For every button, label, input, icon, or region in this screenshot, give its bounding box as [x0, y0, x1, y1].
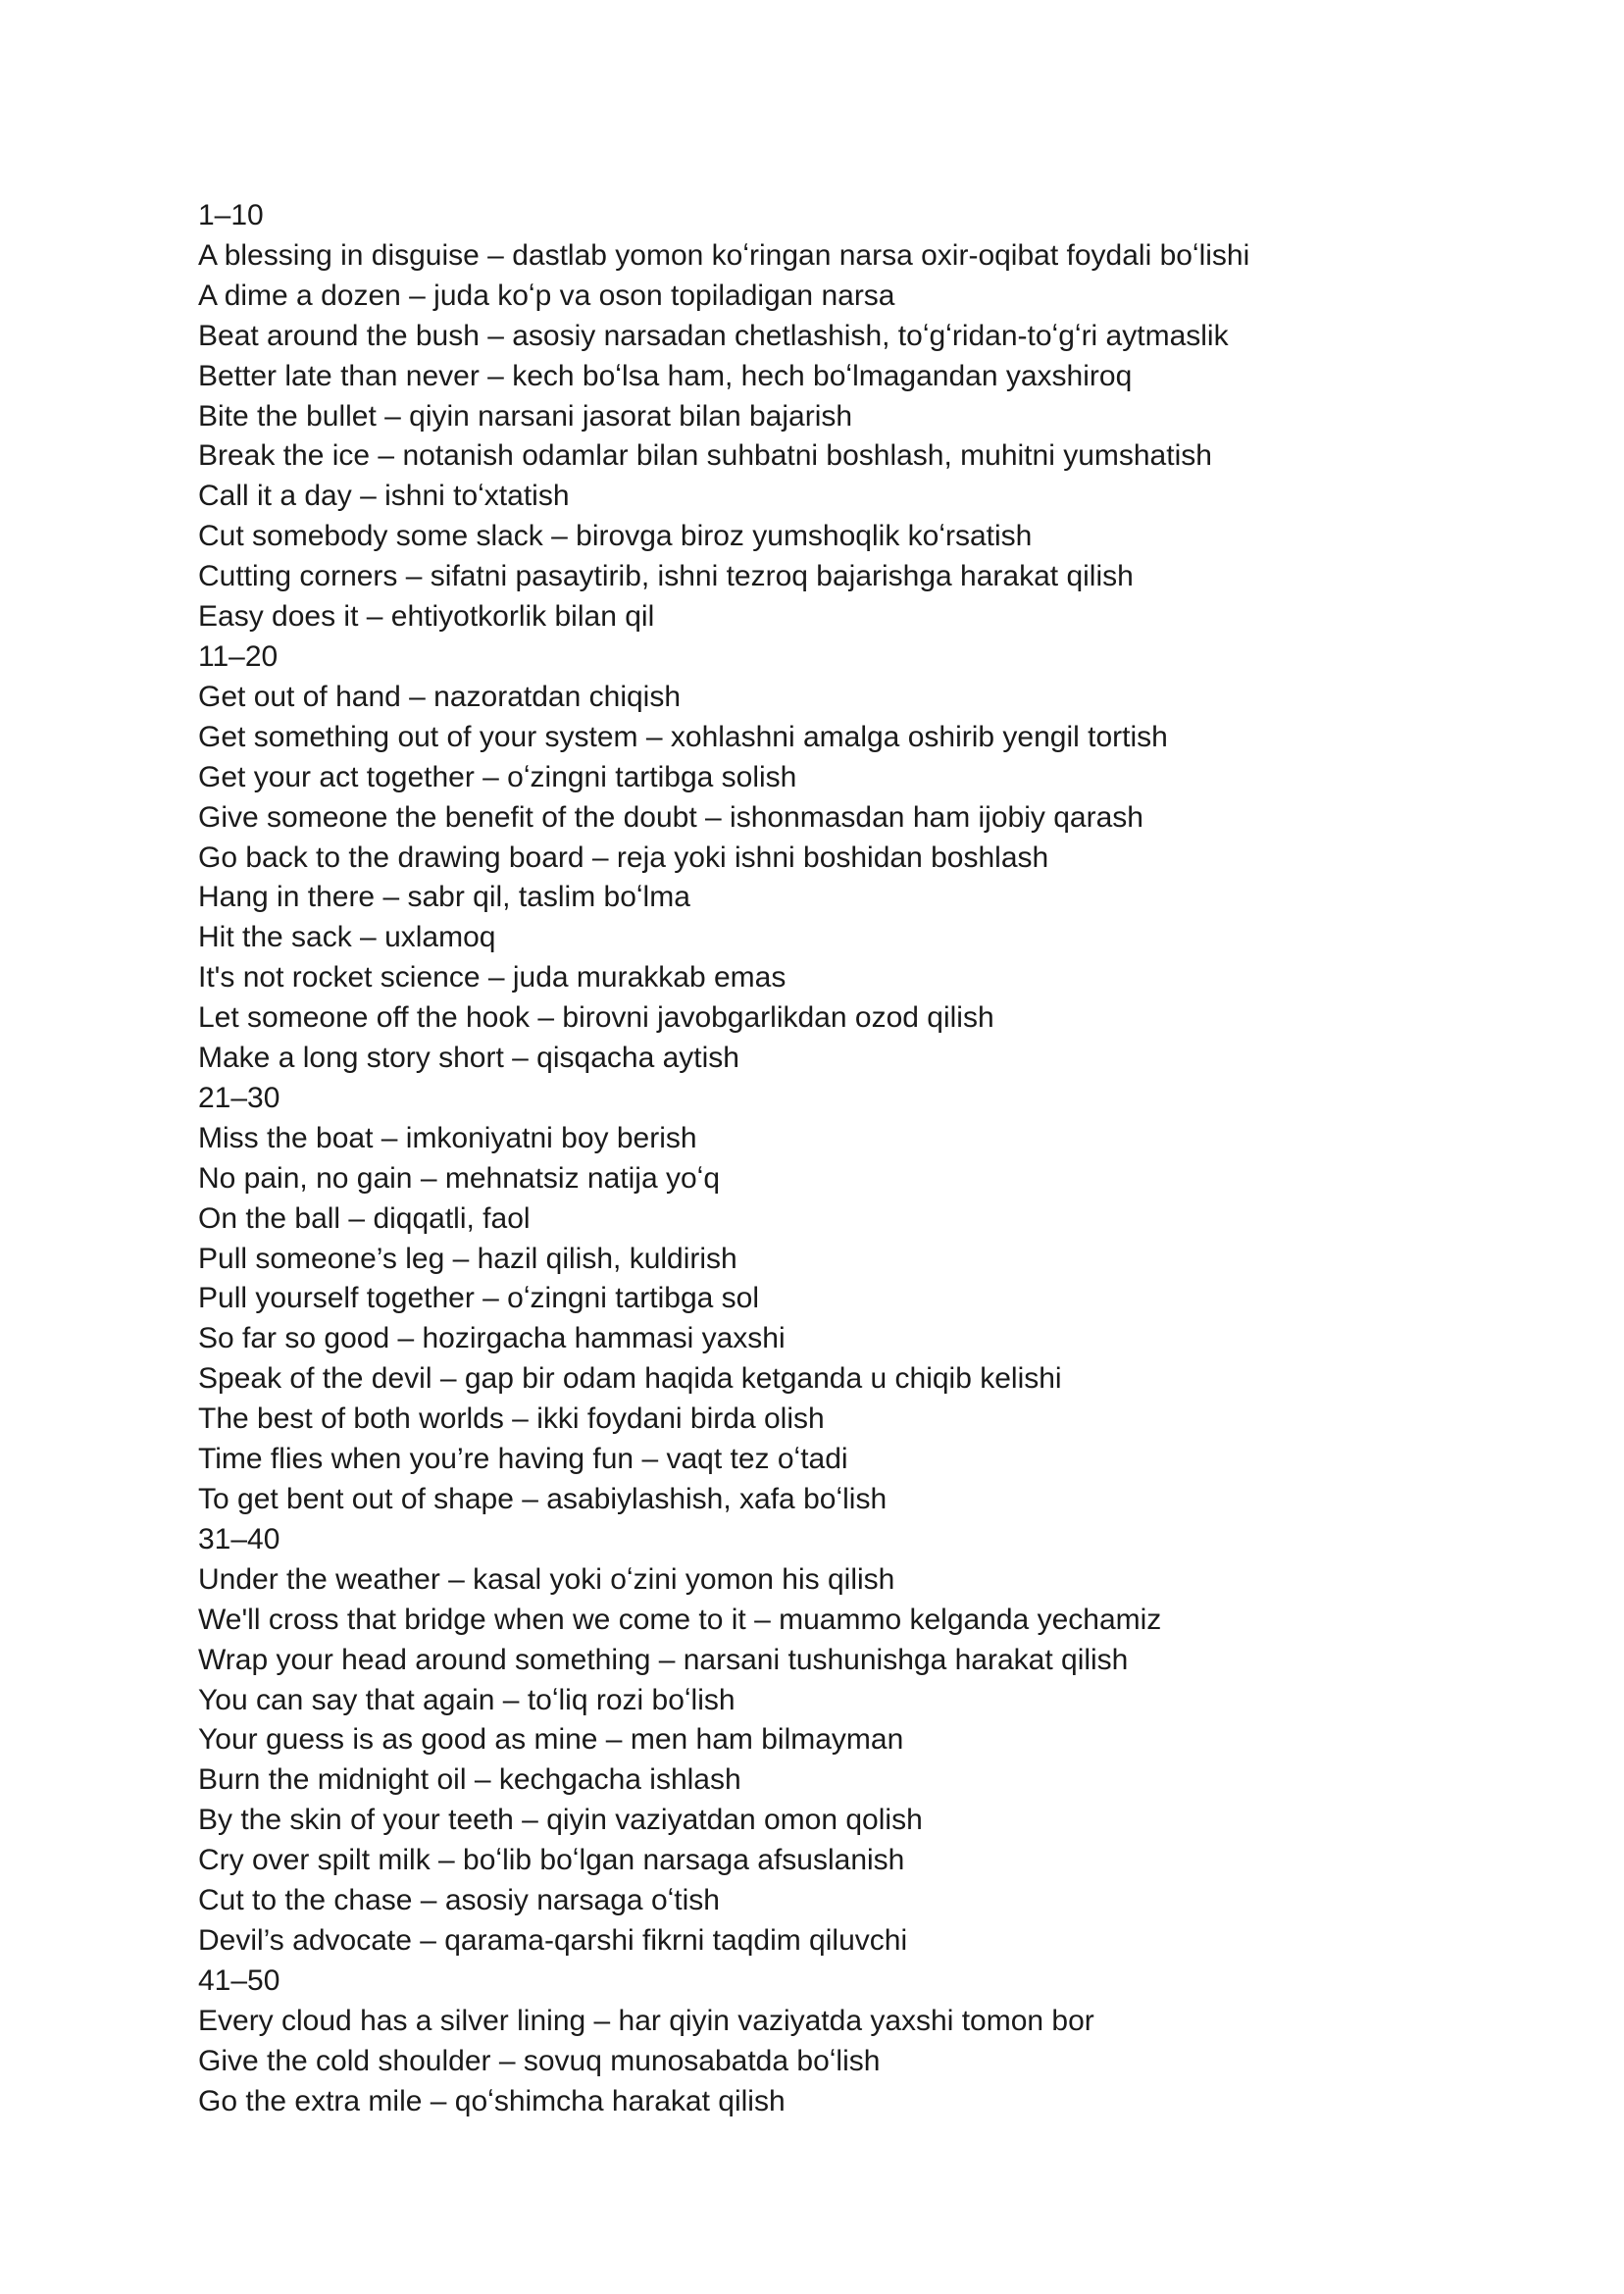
idiom-line: Call it a day – ishni toʻxtatish: [198, 480, 570, 513]
idiom-line: A blessing in disguise – dastlab yomon koʻringan narsa oxir-oqibat foydali boʻlishi: [198, 238, 1250, 272]
idiom-line: The best of both worlds – ikki foydani birda olish: [198, 1402, 825, 1436]
idiom-line: To get bent out of shape – asabiylashish, xafa boʻlish: [198, 1483, 888, 1515]
idiom-line: Better late than never – kech boʻlsa ham, hech boʻlmagandan yaxshiroq: [198, 359, 1133, 392]
idiom-line: A dime a dozen – juda koʻp va oson topiladigan narsa: [198, 279, 895, 312]
idiom-line: Get something out of your system – xohlashni amalga oshirib yengil tortish: [198, 720, 1168, 753]
idiom-line: Beat around the bush – asosiy narsadan chetlashish, toʻgʻridan-toʻgʻri aytmaslik: [198, 319, 1229, 352]
idiom-line: We'll cross that bridge when we come to it – muammo kelganda yechamiz: [198, 1603, 1162, 1636]
idiom-line: Miss the boat – imkoniyatni boy berish: [198, 1121, 697, 1154]
idiom-line: Devil’s advocate – qarama-qarshi fikrni taqdim qiluvchi: [198, 1923, 908, 1957]
idiom-line: No pain, no gain – mehnatsiz natija yoʻq: [198, 1161, 721, 1195]
idiom-line: On the ball – diqqatli, faol: [198, 1201, 531, 1235]
idiom-line: Every cloud has a silver lining – har qiyin vaziyatda yaxshi tomon bor: [198, 2004, 1094, 2037]
document-body: [198, 196, 1532, 2122]
idiom-line: Pull someone’s leg – hazil qilish, kuldirish: [198, 1242, 737, 1275]
idiom-line: Cut to the chase – asosiy narsaga oʻtish: [198, 1884, 720, 1917]
section-heading-31-40: 31–40: [198, 1522, 280, 1555]
idiom-line: So far so good – hozirgacha hammasi yaxshi: [198, 1322, 786, 1355]
idiom-line: Hit the sack – uxlamoq: [198, 921, 496, 954]
idiom-line: Easy does it – ehtiyotkorlik bilan qil: [198, 600, 655, 634]
idiom-line: Go the extra mile – qoʻshimcha harakat qilish: [198, 2084, 786, 2117]
idiom-line: Cut somebody some slack – birovga biroz yumshoqlik koʻrsatish: [198, 520, 1033, 553]
idiom-line: Cry over spilt milk – boʻlib boʻlgan narsaga afsuslanish: [198, 1844, 905, 1877]
section-heading-11-20: 11–20: [198, 639, 279, 673]
idiom-line: It's not rocket science – juda murakkab emas: [198, 961, 787, 994]
idiom-line: Burn the midnight oil – kechgacha ishlash: [198, 1763, 741, 1797]
idiom-line: Get out of hand – nazoratdan chiqish: [198, 680, 682, 713]
idiom-line: Your guess is as good as mine – men ham bilmayman: [198, 1723, 904, 1757]
idiom-line: Speak of the devil – gap bir odam haqida ketganda u chiqib kelishi: [198, 1362, 1062, 1396]
section-heading-21-30: 21–30: [198, 1081, 280, 1114]
idiom-line: Get your act together – oʻzingni tartibga solish: [198, 760, 797, 793]
idiom-line: Give someone the benefit of the doubt – ishonmasdan ham ijobiy qarash: [198, 800, 1143, 834]
idiom-line: By the skin of your teeth – qiyin vaziyatdan omon qolish: [198, 1804, 923, 1837]
section-heading-1-10: 1–10: [198, 199, 264, 231]
idiom-line: You can say that again – toʻliq rozi boʻlish: [198, 1683, 736, 1716]
idiom-line: Under the weather – kasal yoki oʻzini yomon his qilish: [198, 1562, 895, 1596]
idiom-line: Wrap your head around something – narsani tushunishga harakat qilish: [198, 1643, 1129, 1676]
idiom-line: Time flies when you’re having fun – vaqt tez oʻtadi: [198, 1443, 848, 1476]
idiom-line: Make a long story short – qisqacha aytish: [198, 1042, 739, 1075]
idiom-line: Break the ice – notanish odamlar bilan suhbatni boshlash, muhitni yumshatish: [198, 439, 1212, 473]
section-heading-41-50: 41–50: [198, 1963, 280, 1997]
idiom-line: Pull yourself together – oʻzingni tartibga sol: [198, 1282, 759, 1315]
idiom-line: Give the cold shoulder – sovuq munosabatda boʻlish: [198, 2044, 881, 2077]
idiom-line: Hang in there – sabr qil, taslim boʻlma: [198, 881, 690, 914]
idiom-line: Bite the bullet – qiyin narsani jasorat bilan bajarish: [198, 399, 853, 433]
idiom-line: Cutting corners – sifatni pasaytirib, ishni tezroq bajarishga harakat qilish: [198, 560, 1134, 593]
idiom-line: Let someone off the hook – birovni javobgarlikdan ozod qilish: [198, 1001, 994, 1035]
idiom-line: Go back to the drawing board – reja yoki ishni boshidan boshlash: [198, 841, 1049, 874]
